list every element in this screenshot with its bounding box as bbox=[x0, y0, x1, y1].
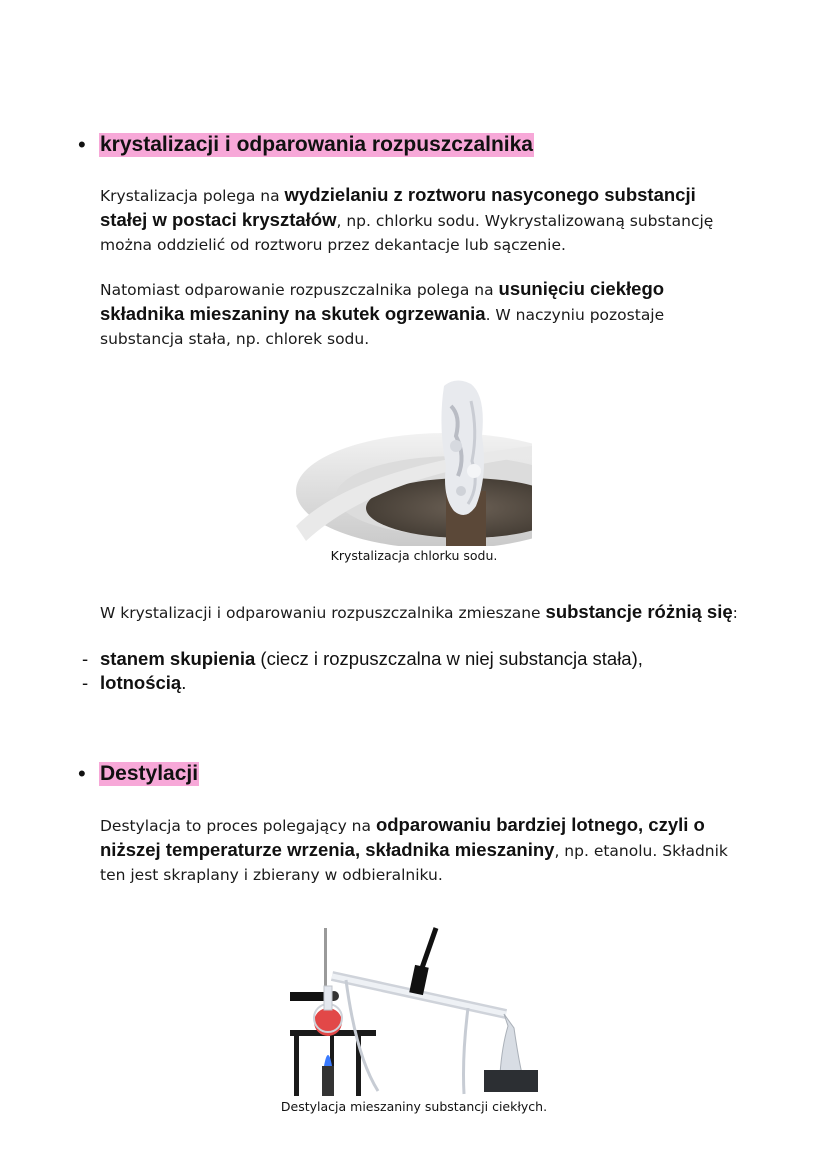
bullet-icon: • bbox=[78, 132, 86, 157]
paragraph-roznice bbox=[100, 600, 740, 625]
text: (ciecz i rozpuszczalna w niej substancja stała), bbox=[255, 648, 643, 669]
list-dash: - bbox=[82, 648, 89, 669]
text: Destylacja to proces polegający na bbox=[100, 817, 376, 835]
distillation-apparatus-image bbox=[286, 926, 542, 1096]
text: , np. etanolu. Składnik ten jest skraplany i zbierany w odbieralniku. bbox=[100, 842, 728, 884]
salt-crystallization-image bbox=[296, 376, 532, 546]
bold-text: lotnością bbox=[100, 672, 182, 693]
paragraph-krystalizacja bbox=[100, 183, 740, 257]
bold-text: odparowaniu bardziej lotnego, czyli o niższej temperaturze wrzenia, składnika mieszaniny bbox=[100, 814, 705, 860]
text: W krystalizacji i odparowaniu rozpuszczalnika zmieszane bbox=[100, 604, 546, 622]
paragraph-destylacja bbox=[100, 813, 740, 887]
section-heading-krystalizacja: krystalizacji i odparowania rozpuszczalnika bbox=[100, 133, 533, 156]
text: Krystalizacja polega na bbox=[100, 187, 285, 205]
image-caption: Destylacja mieszaniny substancji ciekłych. bbox=[280, 1099, 548, 1114]
section-heading-destylacja: Destylacji bbox=[100, 762, 199, 785]
text: : bbox=[732, 604, 738, 622]
text: , np. chlorku sodu. Wykrystalizowaną substancję można oddzielić od roztworu przez dekantacje lub sączenie. bbox=[100, 212, 714, 254]
list-item bbox=[82, 647, 762, 671]
paragraph-odparowanie bbox=[100, 277, 740, 351]
image-caption: Krystalizacja chlorku sodu. bbox=[330, 548, 498, 563]
bold-text: stanem skupienia bbox=[100, 648, 256, 669]
bullet-icon: • bbox=[78, 761, 86, 786]
text: . W naczyniu pozostaje substancja stała, np. chlorek sodu. bbox=[100, 306, 665, 348]
text: . bbox=[181, 672, 187, 693]
list-item bbox=[82, 671, 762, 695]
difference-list bbox=[82, 647, 762, 695]
text: Natomiast odparowanie rozpuszczalnika polega na bbox=[100, 281, 499, 299]
bold-text: usunięciu ciekłego składnika mieszaniny na skutek ogrzewania bbox=[100, 278, 665, 324]
bold-text: substancje różnią się bbox=[545, 601, 733, 622]
list-dash: - bbox=[82, 672, 89, 693]
bold-text: wydzielaniu z roztworu nasyconego substancji stałej w postaci kryształów bbox=[100, 184, 696, 230]
